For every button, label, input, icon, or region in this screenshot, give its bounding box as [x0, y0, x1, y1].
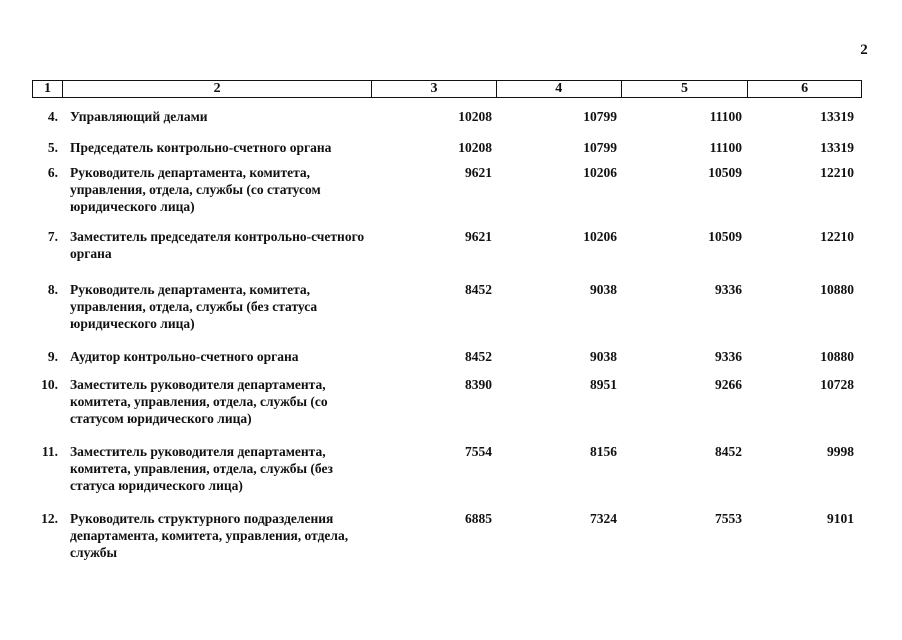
table-row: [32, 443, 862, 510]
row-value-col6: 10880: [820, 349, 854, 364]
row-value-col4: 10206: [583, 229, 617, 244]
row-title: Председатель контрольно-счетного органа: [70, 140, 332, 155]
row-value-col4: 7324: [590, 511, 617, 526]
row-value-col6: 10880: [820, 282, 854, 297]
table-row: [32, 348, 862, 376]
row-value-col3: 8452: [465, 282, 492, 297]
table-row: [32, 376, 862, 443]
table-row: [32, 164, 862, 228]
row-title: Заместитель председателя контрольно-счетного органа: [70, 229, 365, 261]
row-number: 11.: [41, 444, 58, 459]
row-value-col4: 9038: [590, 282, 617, 297]
row-value-col3: 10208: [458, 109, 492, 124]
row-value-col6: 9998: [827, 444, 854, 459]
row-number: 8.: [47, 282, 58, 297]
row-title: Заместитель руководителя департамента, комитета, управления, отдела, службы (без статуса юридического лица): [70, 444, 333, 493]
row-number: 5.: [47, 140, 58, 155]
header-col-1: 1: [33, 81, 63, 97]
row-number: 6.: [47, 165, 58, 180]
row-value-col5: 9266: [715, 377, 742, 392]
row-value-col6: 10728: [820, 377, 854, 392]
page-number: 2: [860, 42, 868, 58]
row-value-col5: 10509: [708, 165, 742, 180]
row-value-col5: 9336: [715, 349, 742, 364]
row-value-col5: 7553: [715, 511, 742, 526]
row-number: 7.: [47, 229, 58, 244]
row-value-col6: 12210: [820, 229, 854, 244]
header-col-5: 5: [622, 81, 749, 97]
header-col-4: 4: [497, 81, 622, 97]
row-title: Заместитель руководителя департамента, комитета, управления, отдела, службы (со статусом юридического лица): [70, 377, 328, 426]
row-title: Руководитель структурного подразделения департамента, комитета, управления, отдела, службы: [70, 511, 349, 560]
table-row: [32, 510, 862, 570]
row-value-col4: 9038: [590, 349, 617, 364]
row-value-col3: 6885: [465, 511, 492, 526]
row-value-col3: 9621: [465, 165, 492, 180]
row-value-col3: 10208: [458, 140, 492, 155]
table-row: [32, 139, 862, 166]
header-col-2: 2: [63, 81, 372, 97]
row-value-col5: 11100: [709, 109, 742, 124]
row-value-col5: 8452: [715, 444, 742, 459]
table-body: [32, 98, 862, 564]
row-value-col6: 9101: [827, 511, 854, 526]
row-number: 4.: [47, 109, 58, 124]
row-value-col3: 9621: [465, 229, 492, 244]
table-row: [32, 281, 862, 348]
row-value-col6: 12210: [820, 165, 854, 180]
header-col-3: 3: [372, 81, 497, 97]
row-title: Управляющий делами: [70, 109, 208, 124]
row-value-col5: 10509: [708, 229, 742, 244]
row-value-col4: 10799: [583, 109, 617, 124]
table-row: [32, 108, 862, 141]
row-title: Аудитор контрольно-счетного органа: [70, 349, 299, 364]
row-title: Руководитель департамента, комитета, управления, отдела, службы (без статуса юридического лица): [70, 282, 318, 331]
row-title: Руководитель департамента, комитета, управления, отдела, службы (со статусом юридического лица): [70, 165, 321, 214]
table-row: [32, 228, 862, 281]
header-col-6: 6: [801, 81, 809, 96]
row-value-col5: 9336: [715, 282, 742, 297]
row-number: 12.: [41, 511, 58, 526]
row-value-col6: 13319: [820, 140, 854, 155]
row-value-col6: 13319: [820, 109, 854, 124]
row-value-col4: 10206: [583, 165, 617, 180]
row-value-col4: 8951: [590, 377, 617, 392]
row-number: 10.: [41, 377, 58, 392]
row-value-col5: 11100: [709, 140, 742, 155]
row-value-col3: 7554: [465, 444, 492, 459]
row-number: 9.: [47, 349, 58, 364]
row-value-col4: 10799: [583, 140, 617, 155]
table-header: [32, 80, 862, 98]
row-value-col4: 8156: [590, 444, 617, 459]
row-value-col3: 8452: [465, 349, 492, 364]
row-value-col3: 8390: [465, 377, 492, 392]
